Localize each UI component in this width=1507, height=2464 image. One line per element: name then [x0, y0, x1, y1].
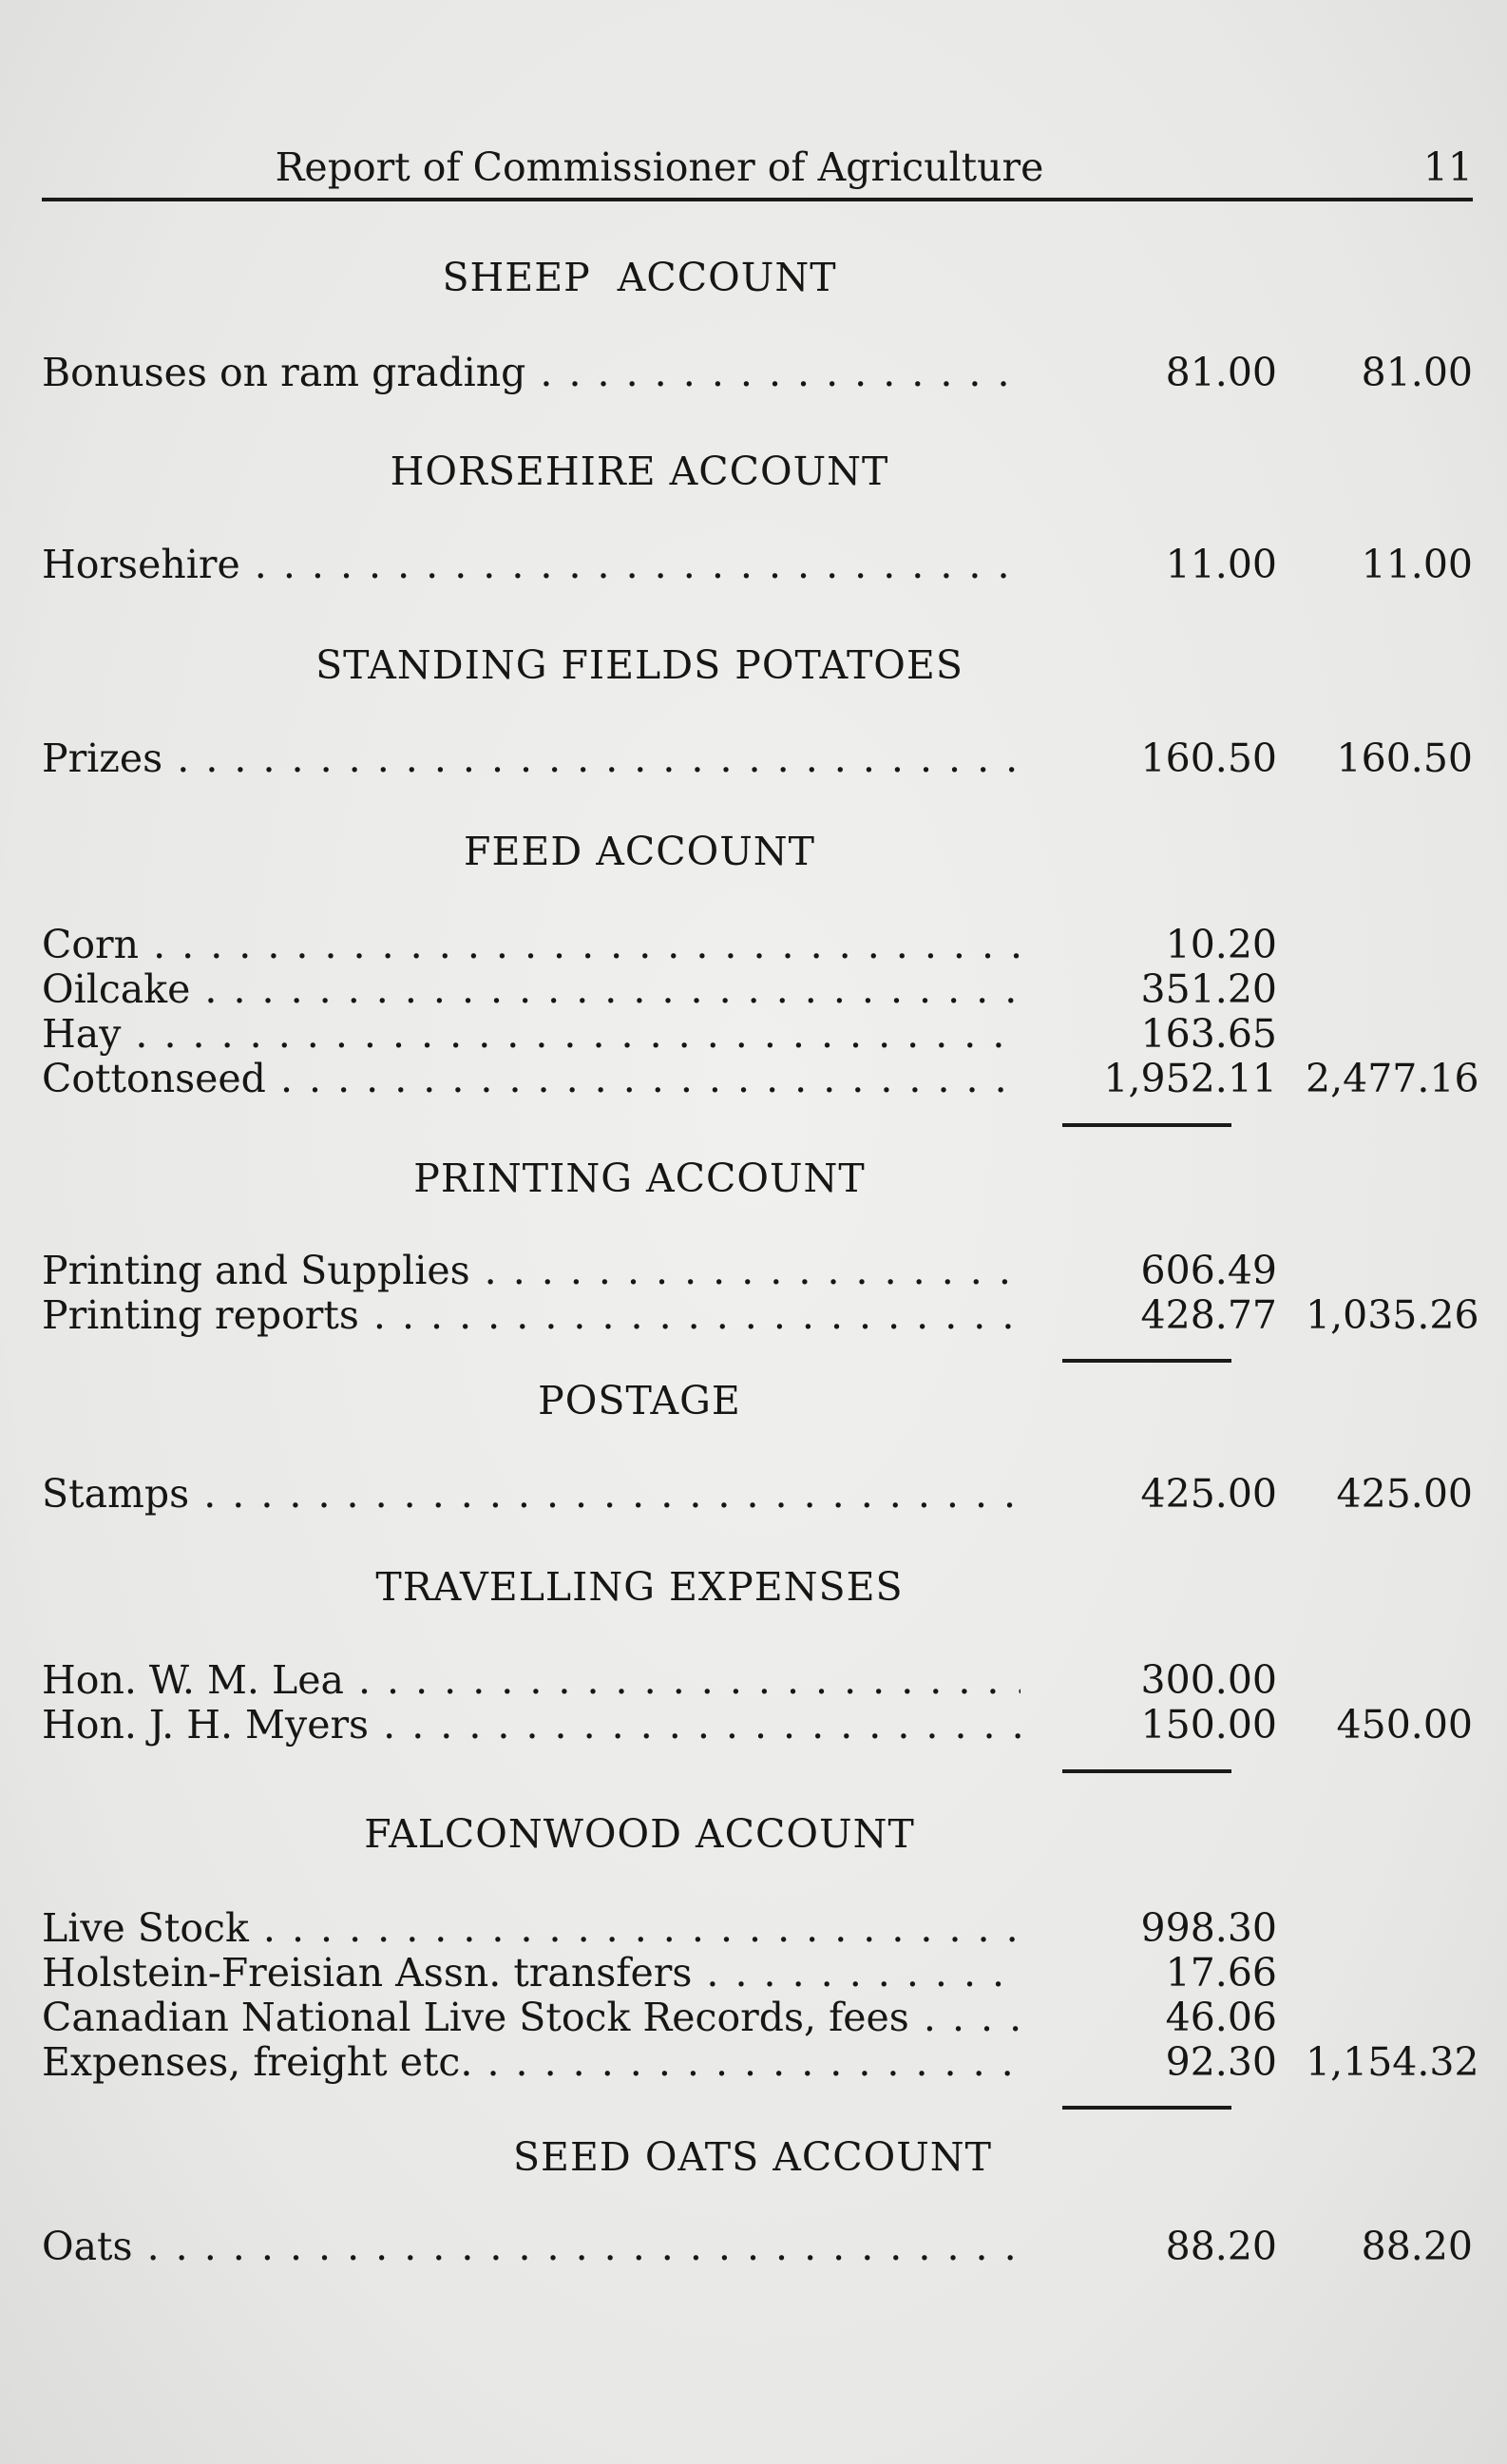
entry-total: 450.00: [1336, 1702, 1473, 1748]
entry-label: Hon. W. M. Lea . . .: [42, 1657, 1021, 1703]
entry-total: 88.20: [1361, 2224, 1473, 2269]
entry-amount: 150.00: [1140, 1702, 1277, 1748]
section-heading-standing-fields: STANDING FIELDS POTATOES: [315, 642, 963, 688]
entry-row: [42, 1905, 1473, 1951]
entry-row: [42, 542, 1473, 587]
section-heading-printing: PRINTING ACCOUNT: [413, 1156, 866, 1201]
entry-label: Printing and Supplies . . .: [42, 1248, 1021, 1293]
entry-label: Canadian National Live Stock Records, fees . . .: [42, 1995, 1021, 2040]
entry-row: [42, 966, 1473, 1012]
entry-row: [42, 1657, 1473, 1703]
entry-total: 1,154.32: [1306, 2039, 1479, 2085]
entry-row: [42, 1248, 1473, 1293]
entry-total: 1,035.26: [1306, 1292, 1479, 1338]
entry-label: Corn . . .: [42, 922, 1021, 967]
entry-total: 81.00: [1361, 350, 1473, 395]
page-number: 11: [1422, 144, 1473, 190]
entry-amount: 163.65: [1140, 1011, 1277, 1057]
entry-amount: 10.20: [1165, 922, 1277, 967]
entry-row: [42, 1471, 1473, 1517]
entry-row: [42, 1950, 1473, 1996]
entry-amount: 606.49: [1140, 1248, 1277, 1293]
entry-amount: 81.00: [1165, 350, 1277, 395]
section-heading-feed: FEED ACCOUNT: [464, 829, 815, 874]
running-title: Report of Commissioner of Agriculture: [275, 144, 1044, 190]
entry-label: Cottonseed . . .: [42, 1056, 1021, 1101]
entry-label: Oats . . .: [42, 2224, 1021, 2269]
entry-amount: 428.77: [1140, 1292, 1277, 1338]
entry-total: 160.50: [1336, 735, 1473, 781]
entry-amount: 17.66: [1165, 1950, 1277, 1996]
section-heading-seed-oats: SEED OATS ACCOUNT: [512, 2134, 993, 2180]
entry-row: [42, 1011, 1473, 1057]
section-heading-falconwood: FALCONWOOD ACCOUNT: [364, 1811, 915, 1857]
entry-amount: 92.30: [1165, 2039, 1277, 2085]
entry-amount: 300.00: [1140, 1657, 1277, 1703]
entry-label: Live Stock . . .: [42, 1905, 1021, 1951]
entry-row: [42, 735, 1473, 781]
entry-label: Prizes . . .: [42, 735, 1021, 781]
entry-label: Oilcake . . .: [42, 966, 1021, 1012]
entry-row: [42, 922, 1473, 967]
section-heading-postage: POSTAGE: [538, 1378, 741, 1423]
entry-label: Horsehire . . .: [42, 542, 1021, 587]
entry-amount: 1,952.11: [1103, 1056, 1277, 1101]
entry-label: Holstein-Freisian Assn. transfers . . .: [42, 1950, 1021, 1996]
entry-row: [42, 350, 1473, 395]
entry-amount: 88.20: [1165, 2224, 1277, 2269]
entry-amount: 425.00: [1140, 1471, 1277, 1517]
subtotal-rule: [1062, 1359, 1231, 1363]
section-heading-sheep: SHEEP ACCOUNT: [442, 255, 837, 300]
running-header: [42, 141, 1473, 201]
entry-row: [42, 2224, 1473, 2269]
entry-label: Stamps . . .: [42, 1471, 1021, 1517]
entry-label: Hay . . .: [42, 1011, 1021, 1057]
entry-label: Printing reports . . .: [42, 1292, 1021, 1338]
entry-amount: 998.30: [1140, 1905, 1277, 1951]
section-heading-travelling: TRAVELLING EXPENSES: [375, 1564, 904, 1610]
entry-amount: 160.50: [1140, 735, 1277, 781]
entry-total: 11.00: [1361, 542, 1473, 587]
entry-row: [42, 1056, 1479, 1101]
entry-amount: 351.20: [1140, 966, 1277, 1012]
subtotal-rule: [1062, 1769, 1231, 1773]
subtotal-rule: [1062, 1123, 1231, 1127]
entry-amount: 46.06: [1165, 1995, 1277, 2040]
entry-amount: 11.00: [1165, 542, 1277, 587]
entry-row: [42, 1995, 1473, 2040]
subtotal-rule: [1062, 2106, 1231, 2110]
entry-label: Bonuses on ram grading . . .: [42, 350, 1021, 395]
entry-total: 425.00: [1336, 1471, 1473, 1517]
entry-row: [42, 1292, 1479, 1338]
entry-row: [42, 1702, 1473, 1748]
entry-row: [42, 2039, 1479, 2085]
entry-total: 2,477.16: [1306, 1056, 1479, 1101]
entry-label: Expenses, freight etc. . . .: [42, 2039, 1021, 2085]
entry-label: Hon. J. H. Myers . . .: [42, 1702, 1021, 1748]
section-heading-horsehire: HORSEHIRE ACCOUNT: [390, 449, 889, 494]
